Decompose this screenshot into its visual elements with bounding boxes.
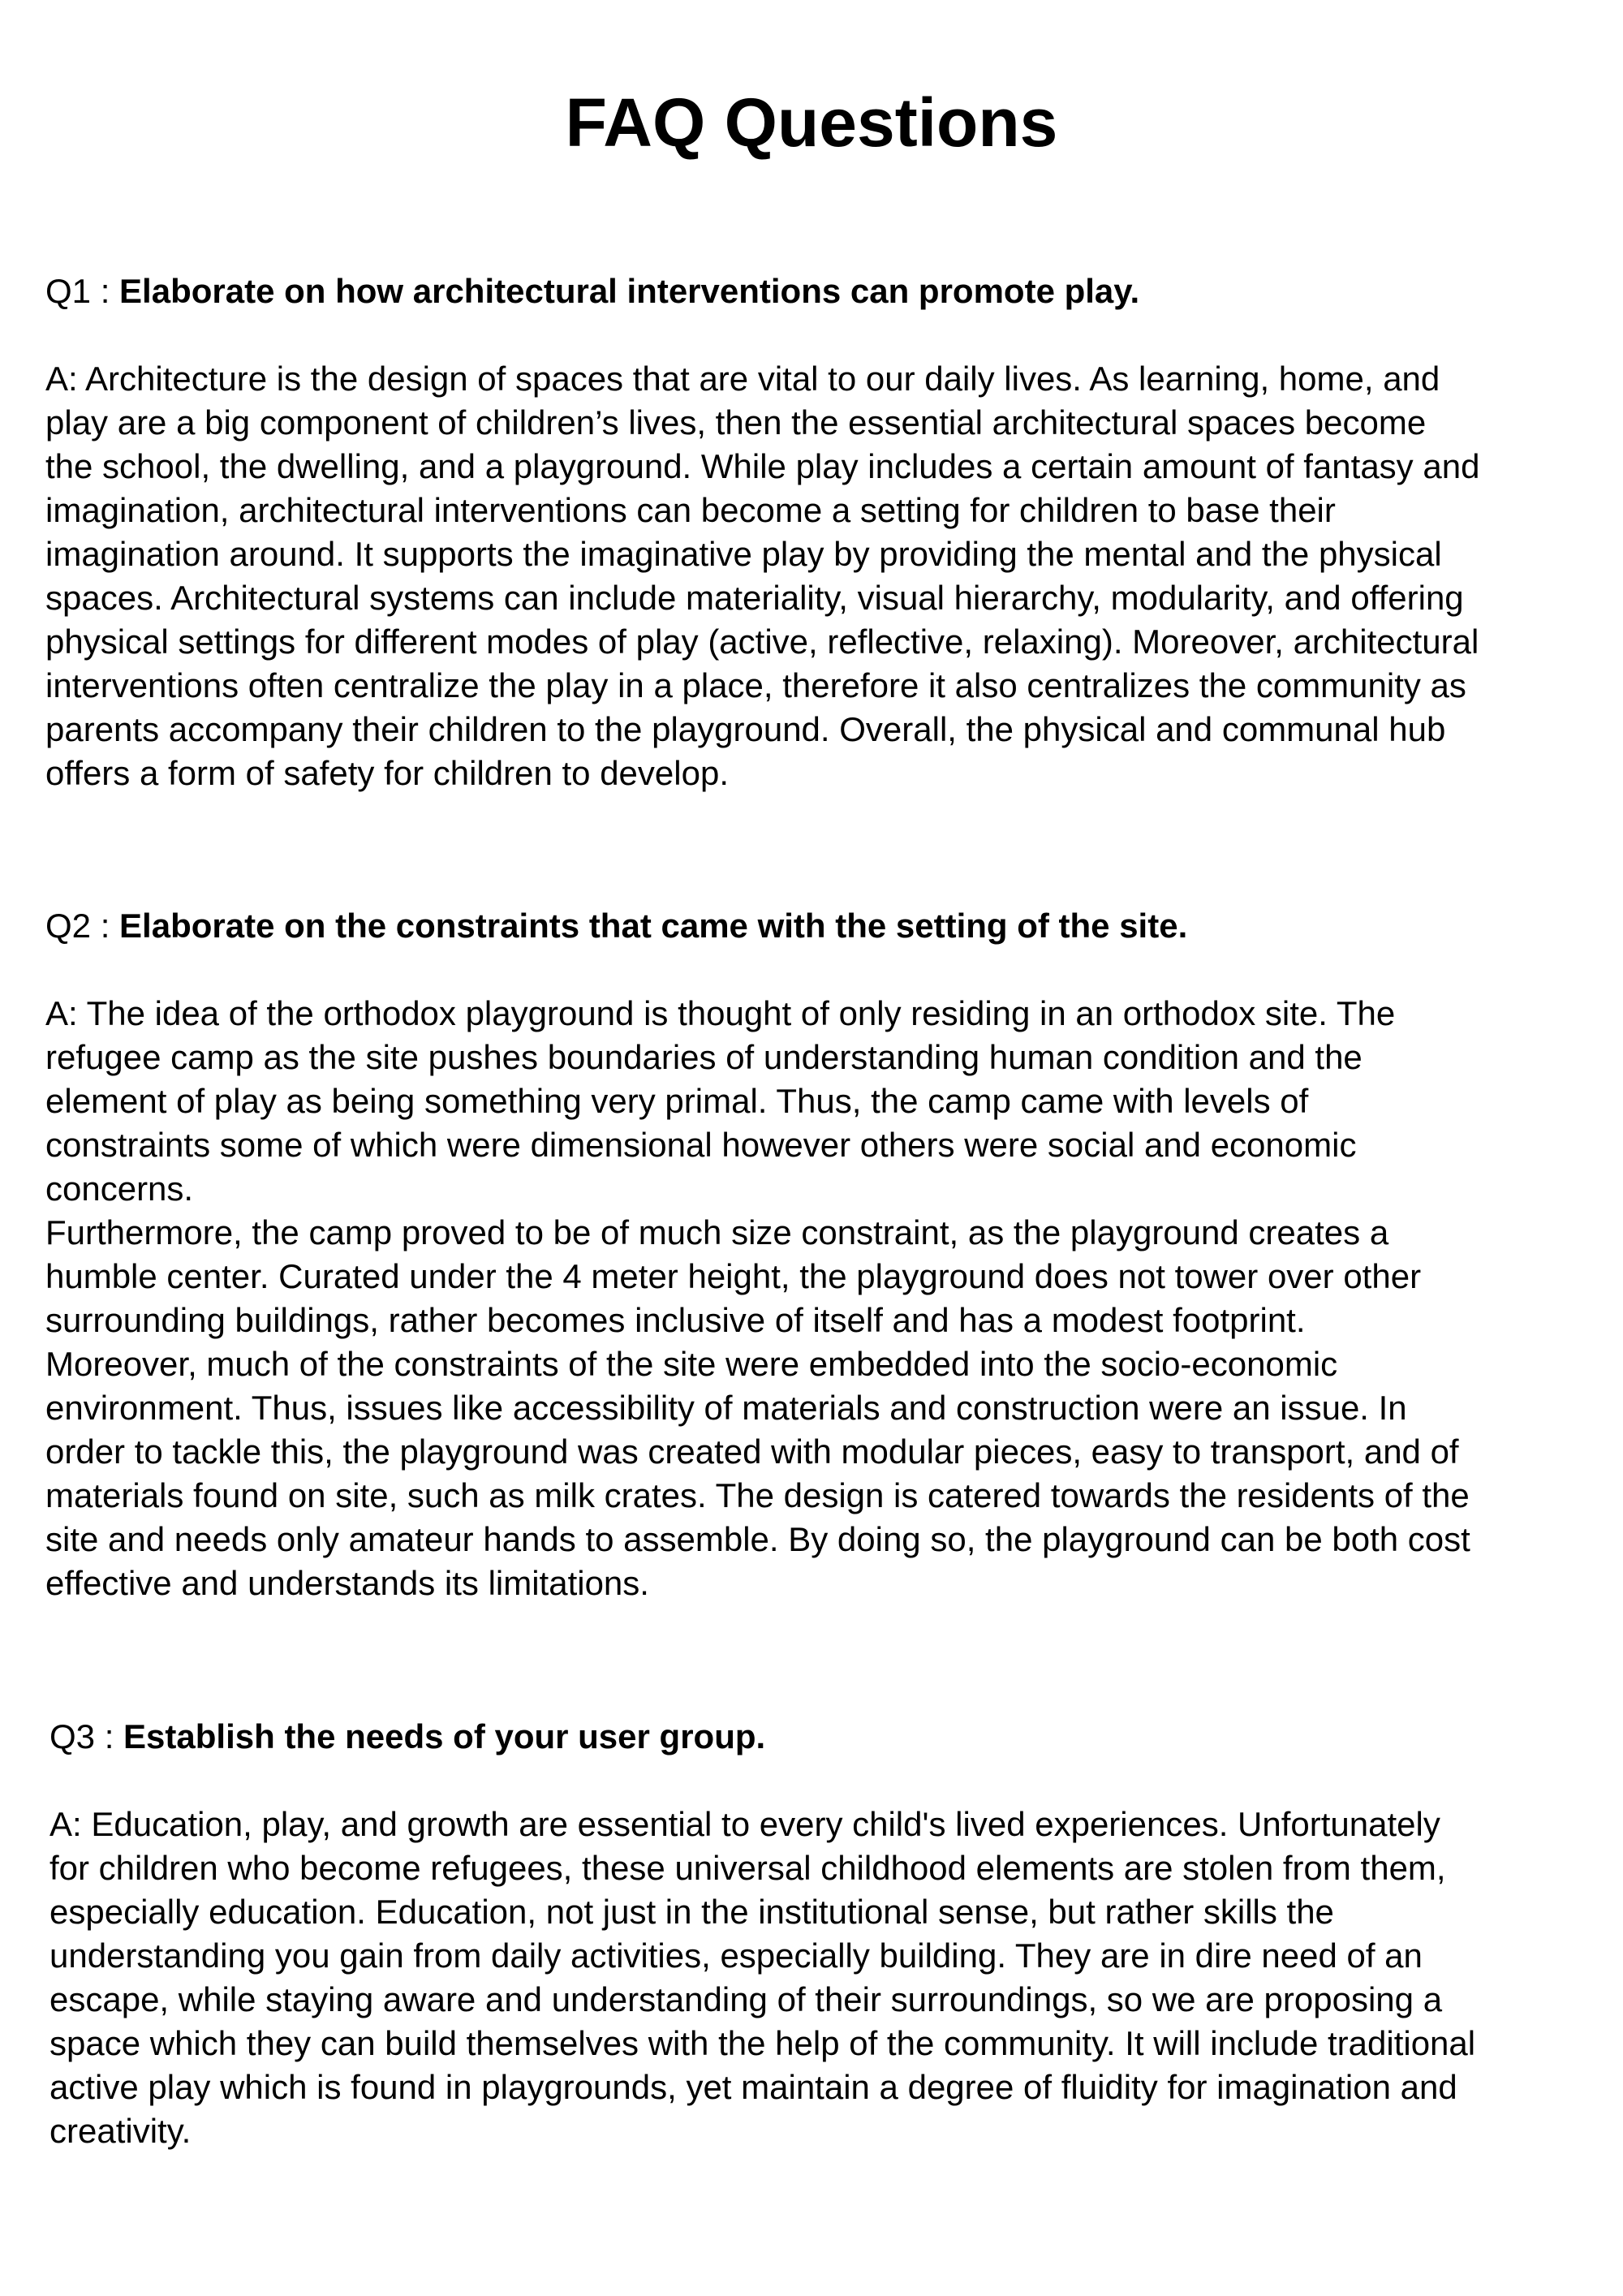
faq-question bbox=[45, 269, 1604, 313]
answer-line: creativity. bbox=[50, 2112, 192, 2150]
question-number: Q3 : bbox=[50, 1717, 124, 1755]
answer-line: imagination, architectural interventions can become a setting for children to base their bbox=[45, 491, 1336, 529]
answer-line: humble center. Curated under the 4 meter height, the playground does not tower over other bbox=[45, 1257, 1422, 1295]
faq-item-2 bbox=[45, 904, 1604, 1605]
answer-line: the school, the dwelling, and a playground. While play includes a certain amount of fantasy and bbox=[45, 447, 1480, 485]
answer-line: A: Architecture is the design of spaces that are vital to our daily lives. As learning, home, and bbox=[45, 360, 1440, 398]
answer-line: order to tackle this, the playground was created with modular pieces, easy to transport, and of bbox=[45, 1432, 1459, 1471]
answer-line: site and needs only amateur hands to assemble. By doing so, the playground can be both cost bbox=[45, 1520, 1470, 1558]
answer-line: escape, while staying aware and understanding of their surroundings, so we are proposing a bbox=[50, 1980, 1443, 2018]
answer-line: for children who become refugees, these universal childhood elements are stolen from them, bbox=[50, 1849, 1446, 1887]
question-number: Q2 : bbox=[45, 907, 120, 945]
answer-line: especially education. Education, not just in the institutional sense, but rather skills the bbox=[50, 1893, 1334, 1931]
answer-line: environment. Thus, issues like accessibility of materials and construction were an issue. In bbox=[45, 1389, 1407, 1427]
question-text: Establish the needs of your user group. bbox=[123, 1717, 766, 1755]
answer-line: materials found on site, such as milk crates. The design is catered towards the residents of the bbox=[45, 1476, 1470, 1514]
answer-line: concerns. bbox=[45, 1170, 194, 1208]
faq-question bbox=[50, 1715, 1608, 1759]
answer-line: constraints some of which were dimensional however others were social and economic bbox=[45, 1126, 1357, 1164]
answer-line: surrounding buildings, rather becomes inclusive of itself and has a modest footprint. bbox=[45, 1301, 1306, 1339]
answer-line: refugee camp as the site pushes boundaries of understanding human condition and the bbox=[45, 1038, 1363, 1076]
faq-question bbox=[45, 904, 1604, 948]
faq-item-1 bbox=[45, 269, 1604, 795]
answer-line: A: The idea of the orthodox playground is thought of only residing in an orthodox site. The bbox=[45, 994, 1396, 1032]
answer-line: Moreover, much of the constraints of the site were embedded into the socio-economic bbox=[45, 1345, 1338, 1383]
answer-line: spaces. Architectural systems can include materiality, visual hierarchy, modularity, and offering bbox=[45, 579, 1464, 617]
answer-line: interventions often centralize the play in a place, therefore it also centralizes the community as bbox=[45, 666, 1466, 704]
page-title: FAQ Questions bbox=[565, 84, 1058, 161]
answer-line: space which they can build themselves with the help of the community. It will include traditional bbox=[50, 2024, 1476, 2062]
answer-line: element of play as being something very primal. Thus, the camp came with levels of bbox=[45, 1082, 1309, 1120]
answer-line: parents accompany their children to the playground. Overall, the physical and communal hub bbox=[45, 710, 1446, 748]
faq-answer bbox=[50, 1803, 1608, 2153]
answer-line: play are a big component of children’s lives, then the essential architectural spaces become bbox=[45, 403, 1427, 442]
answer-line: imagination around. It supports the imaginative play by providing the mental and the physical bbox=[45, 535, 1442, 573]
faq-item-3 bbox=[50, 1715, 1608, 2153]
question-text: Elaborate on how architectural interventions can promote play. bbox=[119, 272, 1140, 310]
answer-line: Furthermore, the camp proved to be of much size constraint, as the playground creates a bbox=[45, 1213, 1389, 1251]
answer-line: understanding you gain from daily activities, especially building. They are in dire need of an bbox=[50, 1936, 1423, 1975]
faq-answer bbox=[45, 992, 1604, 1605]
answer-line: offers a form of safety for children to develop. bbox=[45, 754, 729, 792]
answer-line: effective and understands its limitations. bbox=[45, 1564, 649, 1602]
question-text: Elaborate on the constraints that came with the setting of the site. bbox=[119, 907, 1188, 945]
answer-line: physical settings for different modes of play (active, reflective, relaxing). Moreover, architectural bbox=[45, 622, 1479, 661]
faq-answer bbox=[45, 357, 1604, 795]
answer-line: active play which is found in playgrounds, yet maintain a degree of fluidity for imagination and bbox=[50, 2068, 1457, 2106]
question-number: Q1 : bbox=[45, 272, 120, 310]
answer-line: A: Education, play, and growth are essential to every child's lived experiences. Unfortunately bbox=[50, 1805, 1440, 1843]
